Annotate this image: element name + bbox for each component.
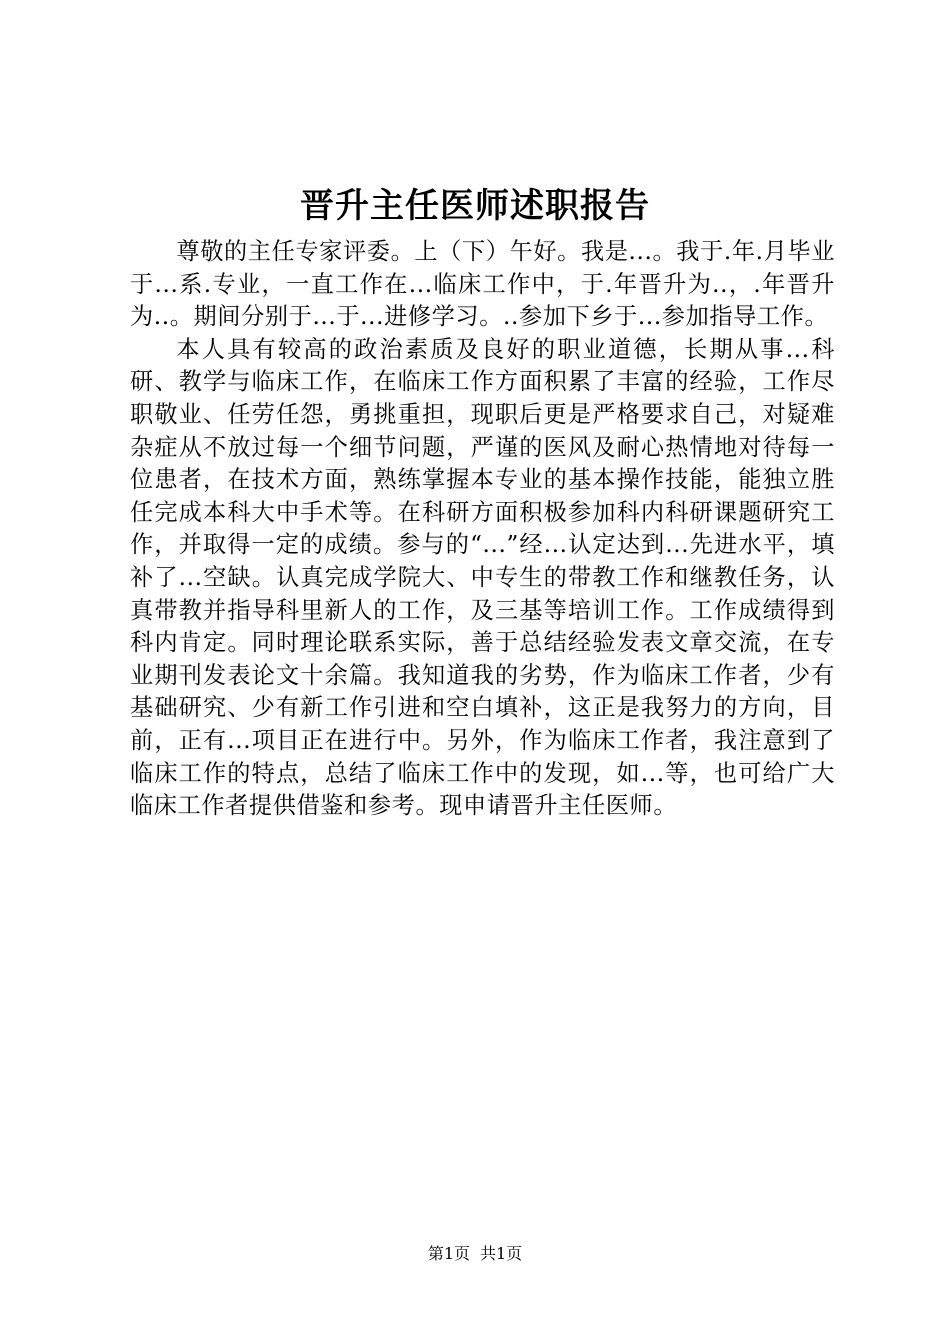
document-title: 晋升主任医师述职报告	[300, 186, 650, 226]
document-body	[130, 236, 835, 823]
page-number: 第1页	[427, 1244, 470, 1263]
page-footer	[0, 1243, 950, 1265]
page-total: 共1页	[480, 1244, 523, 1263]
body-paragraph: 尊敬的主任专家评委。上（下）午好。我是...。我于.年.月毕业于...系.专业，一直工作在...临床工作中，于.年晋升为..，.年晋升为..。期间分别于...于...进修学习。..参加下乡于...参加指导工作。	[130, 238, 835, 331]
body-paragraph: 本人具有较高的政治素质及良好的职业道德，长期从事...科研、教学与临床工作，在临床工作方面积累了丰富的经验，工作尽职敬业、任劳任怨，勇挑重担，现职后更是严格要求自己，对疑难杂症从不放过每一个细节问题，严谨的医风及耐心热情地对待每一位患者，在技术方面，熟练掌握本专业的基本操作技能，能独立胜任完成本科大中手术等。在科研方面积极参加科内科研课题研究工作，并取得一定的成绩。参与的“...”经...认定达到...先进水平，填补了...空缺。认真完成学院大、中专生的带教工作和继教任务，认真带教并指导科里新人的工作，及三基等培训工作。工作成绩得到科内肯定。同时理论联系实际，善于总结经验发表文章交流，在专业期刊发表论文十余篇。我知道我的劣势，作为临床工作者，少有基础研究、少有新工作引进和空白填补，这正是我努力的方向，目前，正有...项目正在进行中。另外，作为临床工作者，我注意到了临床工作的特点，总结了临床工作中的发现，如...等，也可给广大临床工作者提供借鉴和参考。现申请晋升主任医师。	[130, 335, 835, 820]
